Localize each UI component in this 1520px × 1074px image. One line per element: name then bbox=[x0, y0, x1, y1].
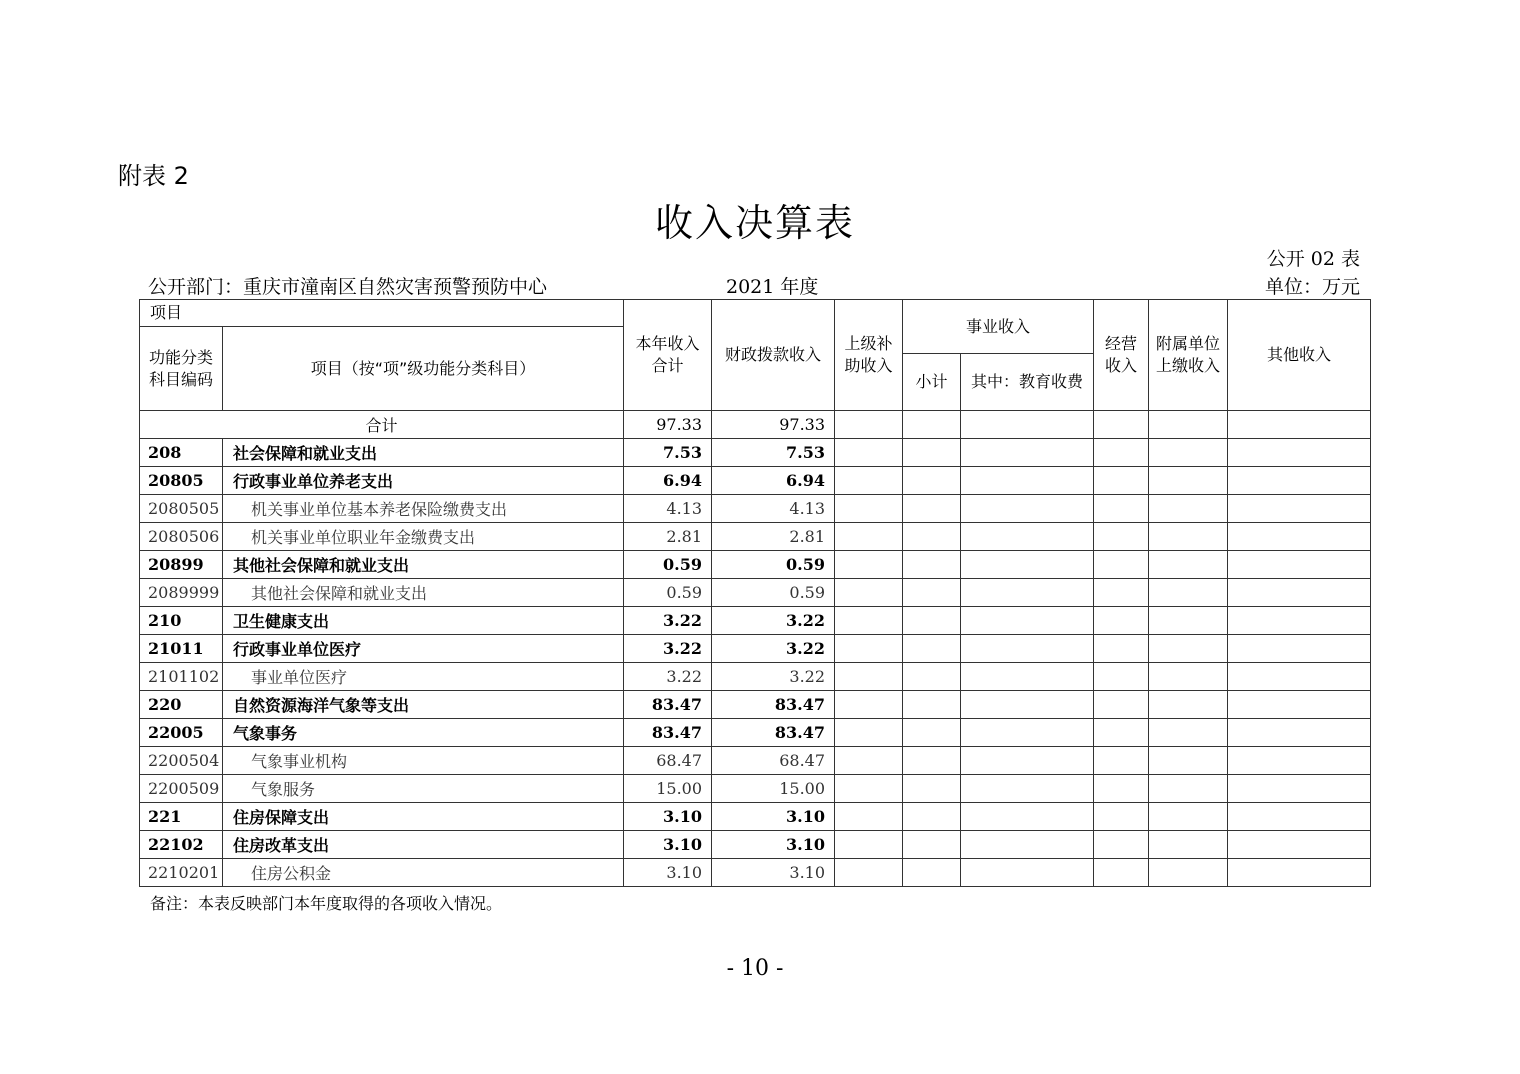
empty-cell bbox=[835, 467, 903, 495]
empty-cell bbox=[1228, 831, 1371, 859]
row-code: 220 bbox=[140, 691, 223, 719]
empty-cell bbox=[1094, 579, 1149, 607]
empty-cell bbox=[961, 719, 1094, 747]
row-total-income: 0.59 bbox=[624, 579, 712, 607]
empty-cell bbox=[1094, 607, 1149, 635]
empty-cell bbox=[1228, 439, 1371, 467]
empty-cell bbox=[835, 635, 903, 663]
income-table bbox=[139, 299, 1371, 887]
empty-cell bbox=[835, 831, 903, 859]
empty-cell bbox=[903, 579, 961, 607]
row-code: 2101102 bbox=[140, 663, 223, 691]
empty-cell bbox=[903, 607, 961, 635]
empty-cell bbox=[903, 859, 961, 887]
empty-cell bbox=[1149, 691, 1228, 719]
empty-cell bbox=[835, 691, 903, 719]
table-row bbox=[140, 775, 1371, 803]
empty-cell bbox=[835, 495, 903, 523]
empty-cell bbox=[1228, 803, 1371, 831]
row-total-income: 3.10 bbox=[624, 831, 712, 859]
fiscal-year: 2021 年度 bbox=[726, 276, 819, 298]
row-name: 机关事业单位职业年金缴费支出 bbox=[223, 523, 624, 551]
form-number: 公开 02 表 bbox=[1266, 248, 1360, 270]
row-name: 事业单位医疗 bbox=[223, 663, 624, 691]
total-income-value: 97.33 bbox=[624, 411, 712, 439]
empty-cell bbox=[961, 551, 1094, 579]
empty-cell bbox=[1149, 579, 1228, 607]
table-row bbox=[140, 859, 1371, 887]
row-total-income: 7.53 bbox=[624, 439, 712, 467]
empty-cell bbox=[961, 607, 1094, 635]
row-code: 2200509 bbox=[140, 775, 223, 803]
header-other: 其他收入 bbox=[1228, 300, 1371, 411]
row-total-income: 3.22 bbox=[624, 607, 712, 635]
empty-cell bbox=[835, 551, 903, 579]
row-total-income: 0.59 bbox=[624, 551, 712, 579]
row-fiscal-income: 3.10 bbox=[712, 831, 835, 859]
empty-cell bbox=[1228, 747, 1371, 775]
empty-cell bbox=[1094, 635, 1149, 663]
table-row bbox=[140, 495, 1371, 523]
empty-cell bbox=[961, 747, 1094, 775]
empty-cell bbox=[903, 663, 961, 691]
empty-cell bbox=[1094, 663, 1149, 691]
empty-cell bbox=[1149, 663, 1228, 691]
empty-cell bbox=[903, 747, 961, 775]
empty-cell bbox=[961, 495, 1094, 523]
footnote: 备注：本表反映部门本年度取得的各项收入情况。 bbox=[150, 894, 503, 913]
empty-cell bbox=[903, 523, 961, 551]
row-fiscal-income: 3.22 bbox=[712, 635, 835, 663]
row-name: 其他社会保障和就业支出 bbox=[223, 579, 624, 607]
empty-cell bbox=[1149, 635, 1228, 663]
table-row bbox=[140, 663, 1371, 691]
table-row bbox=[140, 831, 1371, 859]
row-code: 221 bbox=[140, 803, 223, 831]
empty-cell bbox=[1094, 691, 1149, 719]
row-name: 机关事业单位基本养老保险缴费支出 bbox=[223, 495, 624, 523]
header-operating: 经营收入 bbox=[1094, 300, 1149, 411]
empty-cell bbox=[903, 831, 961, 859]
row-code: 22005 bbox=[140, 719, 223, 747]
header-fiscal: 财政拨款收入 bbox=[712, 300, 835, 411]
table-row bbox=[140, 467, 1371, 495]
empty-cell bbox=[1149, 747, 1228, 775]
empty-cell bbox=[961, 803, 1094, 831]
row-name: 行政事业单位医疗 bbox=[223, 635, 624, 663]
row-fiscal-income: 3.22 bbox=[712, 607, 835, 635]
row-fiscal-income: 83.47 bbox=[712, 691, 835, 719]
row-name: 气象服务 bbox=[223, 775, 624, 803]
empty-cell bbox=[1094, 803, 1149, 831]
empty-cell bbox=[961, 467, 1094, 495]
row-total-income: 3.10 bbox=[624, 859, 712, 887]
row-code: 2080506 bbox=[140, 523, 223, 551]
empty-cell bbox=[1228, 495, 1371, 523]
table-row bbox=[140, 747, 1371, 775]
table-row bbox=[140, 635, 1371, 663]
page-number: - 10 - bbox=[726, 956, 784, 981]
meta-row bbox=[148, 272, 1360, 298]
empty-cell bbox=[1149, 523, 1228, 551]
row-code: 208 bbox=[140, 439, 223, 467]
empty-cell bbox=[961, 635, 1094, 663]
empty-cell bbox=[1228, 579, 1371, 607]
header-subtotal: 小计 bbox=[903, 354, 961, 411]
table-row bbox=[140, 551, 1371, 579]
empty-cell bbox=[1228, 663, 1371, 691]
empty-cell bbox=[1094, 719, 1149, 747]
empty-cell bbox=[1094, 523, 1149, 551]
empty-cell bbox=[903, 495, 961, 523]
empty-cell bbox=[1149, 551, 1228, 579]
header-affiliated: 附属单位上缴收入 bbox=[1149, 300, 1228, 411]
empty-cell bbox=[1228, 607, 1371, 635]
row-fiscal-income: 4.13 bbox=[712, 495, 835, 523]
row-total-income: 15.00 bbox=[624, 775, 712, 803]
row-fiscal-income: 2.81 bbox=[712, 523, 835, 551]
row-code: 2089999 bbox=[140, 579, 223, 607]
row-name: 行政事业单位养老支出 bbox=[223, 467, 624, 495]
header-total-income: 本年收入合计 bbox=[624, 300, 712, 411]
row-fiscal-income: 3.22 bbox=[712, 663, 835, 691]
empty-cell bbox=[1149, 831, 1228, 859]
row-total-income: 3.10 bbox=[624, 803, 712, 831]
empty-cell bbox=[903, 467, 961, 495]
empty-cell bbox=[1149, 719, 1228, 747]
empty-cell bbox=[1228, 719, 1371, 747]
empty-cell bbox=[1094, 859, 1149, 887]
empty-cell bbox=[1094, 831, 1149, 859]
empty-cell bbox=[1149, 859, 1228, 887]
table-row bbox=[140, 719, 1371, 747]
header-project: 项目 bbox=[140, 300, 624, 327]
empty-cell bbox=[1228, 775, 1371, 803]
empty-cell bbox=[835, 663, 903, 691]
empty-cell bbox=[961, 523, 1094, 551]
total-row bbox=[140, 411, 1371, 439]
row-code: 20899 bbox=[140, 551, 223, 579]
row-fiscal-income: 15.00 bbox=[712, 775, 835, 803]
row-total-income: 83.47 bbox=[624, 691, 712, 719]
empty-cell bbox=[961, 859, 1094, 887]
row-fiscal-income: 3.10 bbox=[712, 859, 835, 887]
row-fiscal-income: 6.94 bbox=[712, 467, 835, 495]
row-code: 22102 bbox=[140, 831, 223, 859]
row-fiscal-income: 3.10 bbox=[712, 803, 835, 831]
row-total-income: 3.22 bbox=[624, 663, 712, 691]
empty-cell bbox=[961, 831, 1094, 859]
header-business-income: 事业收入 bbox=[903, 300, 1094, 354]
table-row bbox=[140, 803, 1371, 831]
empty-cell bbox=[1094, 495, 1149, 523]
row-name: 气象事业机构 bbox=[223, 747, 624, 775]
row-name: 社会保障和就业支出 bbox=[223, 439, 624, 467]
table-row bbox=[140, 579, 1371, 607]
empty-cell bbox=[835, 579, 903, 607]
table-row bbox=[140, 523, 1371, 551]
header-code: 功能分类科目编码 bbox=[140, 327, 223, 411]
row-name: 住房保障支出 bbox=[223, 803, 624, 831]
empty-cell bbox=[903, 635, 961, 663]
empty-cell bbox=[961, 663, 1094, 691]
row-fiscal-income: 83.47 bbox=[712, 719, 835, 747]
row-code: 20805 bbox=[140, 467, 223, 495]
row-code: 21011 bbox=[140, 635, 223, 663]
row-code: 2080505 bbox=[140, 495, 223, 523]
empty-cell bbox=[835, 775, 903, 803]
page-title: 收入决算表 bbox=[654, 201, 855, 245]
empty-cell bbox=[1149, 439, 1228, 467]
table-row bbox=[140, 691, 1371, 719]
empty-cell bbox=[903, 551, 961, 579]
department: 公开部门：重庆市潼南区自然灾害预警预防中心 bbox=[148, 276, 548, 298]
row-total-income: 2.81 bbox=[624, 523, 712, 551]
row-code: 2210201 bbox=[140, 859, 223, 887]
empty-cell bbox=[1094, 775, 1149, 803]
empty-cell bbox=[835, 747, 903, 775]
header-superior-subsidy: 上级补助收入 bbox=[835, 300, 903, 411]
empty-cell bbox=[903, 775, 961, 803]
empty-cell bbox=[1228, 691, 1371, 719]
empty-cell bbox=[903, 803, 961, 831]
row-name: 住房公积金 bbox=[223, 859, 624, 887]
table-row bbox=[140, 439, 1371, 467]
empty-cell bbox=[835, 607, 903, 635]
row-name: 住房改革支出 bbox=[223, 831, 624, 859]
empty-cell bbox=[903, 691, 961, 719]
empty-cell bbox=[1149, 467, 1228, 495]
row-code: 2200504 bbox=[140, 747, 223, 775]
row-fiscal-income: 0.59 bbox=[712, 551, 835, 579]
row-name: 卫生健康支出 bbox=[223, 607, 624, 635]
row-name: 其他社会保障和就业支出 bbox=[223, 551, 624, 579]
row-total-income: 68.47 bbox=[624, 747, 712, 775]
empty-cell bbox=[1228, 635, 1371, 663]
empty-cell bbox=[835, 803, 903, 831]
empty-cell bbox=[1094, 747, 1149, 775]
empty-cell bbox=[1149, 775, 1228, 803]
empty-cell bbox=[1228, 859, 1371, 887]
empty-cell bbox=[835, 523, 903, 551]
currency-unit: 单位：万元 bbox=[1264, 276, 1360, 298]
empty-cell bbox=[961, 775, 1094, 803]
appendix-label: 附表 2 bbox=[118, 162, 189, 190]
empty-cell bbox=[1149, 803, 1228, 831]
row-total-income: 4.13 bbox=[624, 495, 712, 523]
empty-cell bbox=[1228, 551, 1371, 579]
empty-cell bbox=[1228, 467, 1371, 495]
row-name: 自然资源海洋气象等支出 bbox=[223, 691, 624, 719]
empty-cell bbox=[961, 691, 1094, 719]
row-total-income: 83.47 bbox=[624, 719, 712, 747]
empty-cell bbox=[835, 859, 903, 887]
empty-cell bbox=[835, 439, 903, 467]
empty-cell bbox=[961, 439, 1094, 467]
header-name: 项目（按“项”级功能分类科目） bbox=[223, 327, 624, 411]
empty-cell bbox=[1228, 523, 1371, 551]
empty-cell bbox=[1094, 551, 1149, 579]
empty-cell bbox=[1094, 439, 1149, 467]
row-name: 气象事务 bbox=[223, 719, 624, 747]
empty-cell bbox=[903, 719, 961, 747]
row-fiscal-income: 0.59 bbox=[712, 579, 835, 607]
empty-cell bbox=[1149, 607, 1228, 635]
empty-cell bbox=[1094, 467, 1149, 495]
row-total-income: 6.94 bbox=[624, 467, 712, 495]
empty-cell bbox=[1149, 495, 1228, 523]
total-fiscal-value: 97.33 bbox=[712, 411, 835, 439]
row-fiscal-income: 7.53 bbox=[712, 439, 835, 467]
row-fiscal-income: 68.47 bbox=[712, 747, 835, 775]
table-row bbox=[140, 607, 1371, 635]
empty-cell bbox=[961, 579, 1094, 607]
total-label: 合计 bbox=[140, 411, 624, 439]
row-total-income: 3.22 bbox=[624, 635, 712, 663]
header-education-fee: 其中：教育收费 bbox=[961, 354, 1094, 411]
row-code: 210 bbox=[140, 607, 223, 635]
empty-cell bbox=[903, 439, 961, 467]
empty-cell bbox=[835, 719, 903, 747]
